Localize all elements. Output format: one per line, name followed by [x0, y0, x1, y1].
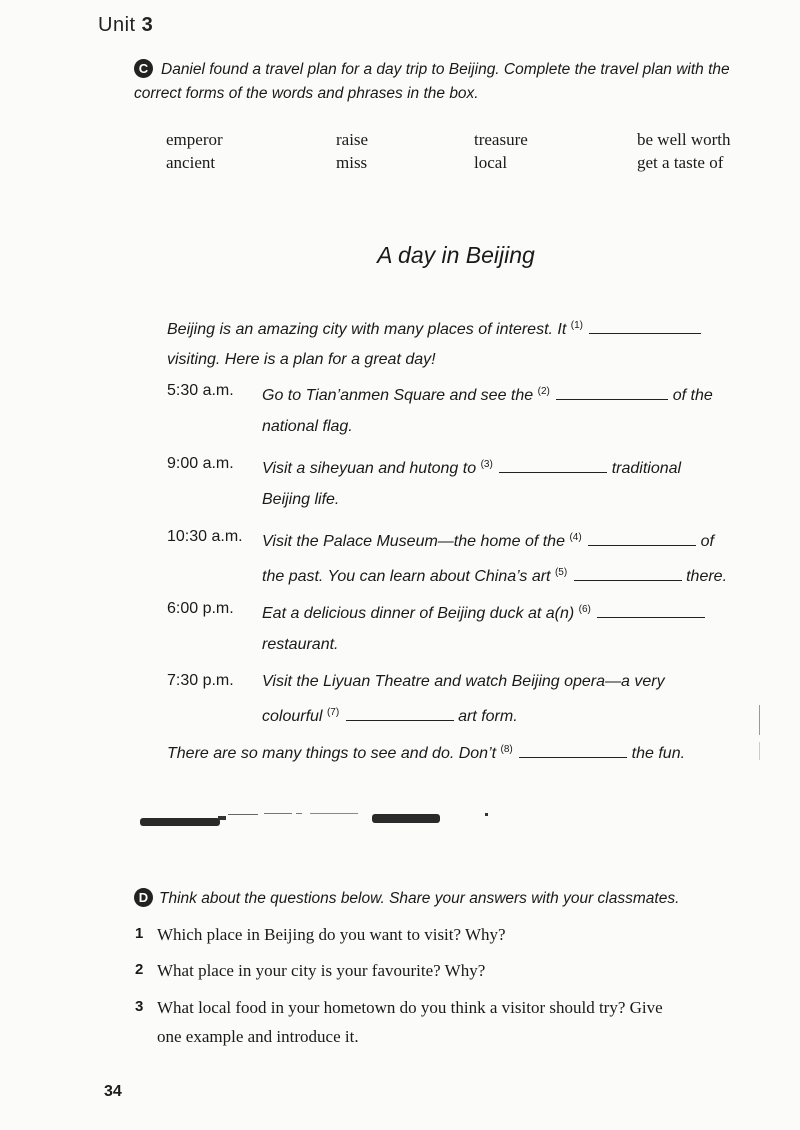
intro-text-2: visiting. Here is a plan for a great day! — [167, 351, 436, 368]
schedule-time: 7:30 p.m. — [167, 672, 234, 689]
plan-closing — [167, 743, 767, 763]
closing-text: the fun. — [631, 745, 686, 762]
schedule-text: traditional — [611, 460, 682, 477]
unit-label: Unit — [98, 14, 136, 36]
question-text: What local food in your hometown do you think a visitor should try? Give — [157, 998, 663, 1017]
word-box-row — [166, 130, 766, 153]
schedule-text: the past. You can learn about China’s art — [262, 568, 551, 585]
plan-intro — [167, 311, 767, 375]
answer-blank-2[interactable] — [556, 385, 668, 400]
question-item — [135, 920, 775, 950]
word-item: treasure — [474, 130, 528, 149]
section-c-instruction — [134, 58, 764, 106]
schedule-item — [262, 666, 762, 732]
word-box-row — [166, 153, 766, 176]
section-d-badge: D — [134, 888, 153, 907]
divider-smudge — [140, 810, 500, 830]
schedule-item — [262, 594, 762, 660]
schedule-item — [262, 522, 762, 592]
blank-marker: (5) — [554, 567, 568, 578]
schedule-text: there. — [686, 568, 728, 585]
schedule-time: 9:00 a.m. — [167, 455, 234, 472]
blank-marker: (8) — [500, 744, 513, 755]
question-text: Which place in Beijing do you want to visit? Why? — [157, 925, 506, 944]
word-item: local — [474, 153, 508, 172]
answer-blank-5[interactable] — [574, 566, 682, 581]
question-text-continued: one example and introduce it. — [157, 1027, 359, 1046]
blank-marker: (4) — [569, 532, 582, 543]
answer-blank-4[interactable] — [588, 531, 696, 546]
question-number: 3 — [135, 998, 144, 1015]
section-d-instruction-text: Think about the questions below. Share your answers with your classmates. — [159, 890, 680, 907]
word-box — [166, 130, 766, 176]
question-number: 2 — [135, 961, 144, 978]
schedule-time: 6:00 p.m. — [167, 600, 234, 617]
word-item: miss — [336, 153, 368, 172]
schedule-text: Go to Tian’anmen Square and see the — [262, 387, 534, 404]
section-c-instruction-text: Daniel found a travel plan for a day trip to Beijing. Complete the travel plan with the correct forms of the words and phrases in the box. — [134, 61, 730, 102]
blank-marker: (2) — [537, 386, 550, 397]
schedule-time: 5:30 a.m. — [167, 382, 234, 399]
answer-blank-1[interactable] — [589, 319, 701, 334]
word-item: raise — [336, 130, 369, 149]
section-c-badge: C — [134, 59, 153, 78]
schedule-text: Visit a — [262, 460, 306, 477]
answer-blank-8[interactable] — [519, 743, 627, 758]
question-number: 1 — [135, 925, 144, 942]
blank-marker: (3) — [480, 459, 493, 470]
answer-blank-7[interactable] — [346, 706, 454, 721]
plan-title: A day in Beijing — [377, 242, 535, 268]
schedule-item — [262, 376, 762, 442]
schedule-text: Beijing life. — [262, 491, 340, 508]
schedule-text: Visit the Liyuan Theatre and watch Beijing opera—a very — [262, 673, 665, 690]
schedule-text: national flag. — [262, 418, 353, 435]
schedule-item — [262, 449, 762, 515]
question-item — [135, 956, 775, 986]
question-text: What place in your city is your favourite? Why? — [157, 961, 486, 980]
schedule-text: colourful — [262, 708, 323, 725]
section-d-instruction — [134, 887, 774, 911]
blank-marker: (1) — [570, 320, 583, 331]
blank-marker: (7) — [326, 707, 340, 718]
intro-text: Beijing is an amazing city with many places of interest. It — [167, 321, 567, 338]
unit-number: 3 — [141, 14, 154, 36]
schedule-text: restaurant. — [262, 636, 339, 653]
schedule-text: art form. — [458, 708, 518, 725]
closing-text: There are so many things to see and do. Don’t — [167, 745, 497, 762]
schedule-text: siheyuan — [309, 460, 374, 477]
schedule-text: to — [462, 460, 477, 477]
schedule-time: 10:30 a.m. — [167, 528, 243, 545]
word-item: be well worth — [637, 130, 731, 149]
word-item: get a taste of — [637, 153, 724, 172]
word-item: ancient — [166, 153, 216, 172]
schedule-text: Eat a delicious dinner of Beijing duck at a(n) — [262, 605, 575, 622]
question-item — [135, 993, 775, 1053]
answer-blank-3[interactable] — [499, 458, 607, 473]
scan-mark — [759, 705, 760, 735]
page-number: 34 — [104, 1083, 122, 1100]
word-item: emperor — [166, 130, 223, 149]
schedule-text: of the — [672, 387, 713, 404]
schedule-text: hutong — [409, 460, 459, 477]
schedule-text: Visit the Palace Museum—the home of the — [262, 533, 565, 550]
schedule-text: of — [700, 533, 714, 550]
blank-marker: (6) — [578, 604, 591, 615]
scan-mark — [759, 742, 760, 760]
answer-blank-6[interactable] — [597, 603, 705, 618]
unit-heading — [98, 14, 153, 37]
schedule-text: and — [378, 460, 405, 477]
